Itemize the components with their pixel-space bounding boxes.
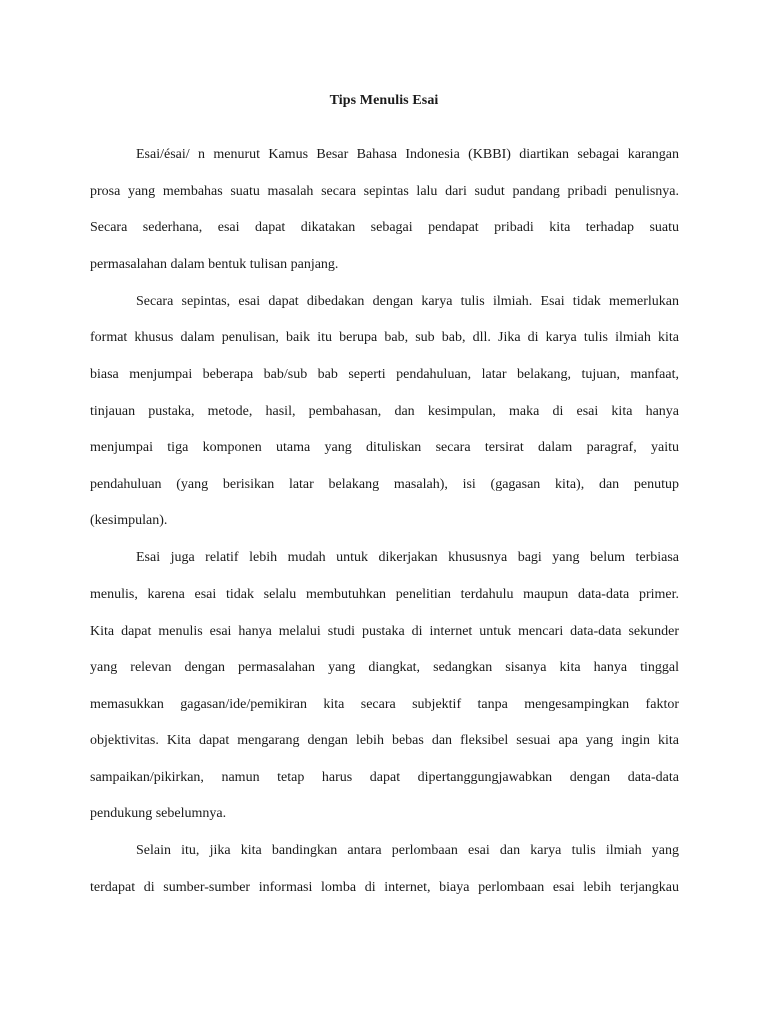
text-line: Secara sederhana, esai dapat dikatakan sebagai pendapat pribadi kita terhadap suatu <box>90 220 679 236</box>
text-line: terdapat di sumber-sumber informasi lomba di internet, biaya perlombaan esai lebih terjangkau <box>90 880 679 896</box>
text-line: permasalahan dalam bentuk tulisan panjang. <box>90 256 339 272</box>
text-line: yang relevan dengan permasalahan yang diangkat, sedangkan sisanya kita hanya tinggal <box>90 660 679 676</box>
document-title: Tips Menulis Esai <box>329 93 439 108</box>
text-line: Kita dapat menulis esai hanya melalui studi pustaka di internet untuk mencari data-data sekunder <box>90 623 679 639</box>
text-line: Selain itu, jika kita bandingkan antara perlombaan esai dan karya tulis ilmiah yang <box>136 843 679 859</box>
text-line: Secara sepintas, esai dapat dibedakan dengan karya tulis ilmiah. Esai tidak memerlukan <box>136 293 679 309</box>
text-line: (kesimpulan). <box>90 513 168 529</box>
paragraph <box>90 137 679 283</box>
text-line: biasa menjumpai beberapa bab/sub bab seperti pendahuluan, latar belakang, tujuan, manfaat, <box>90 366 679 382</box>
text-line: sampaikan/pikirkan, namun tetap harus dapat dipertanggungjawabkan dengan data-data <box>90 769 679 785</box>
text-line: Esai/ésai/ n menurut Kamus Besar Bahasa Indonesia (KBBI) diartikan sebagai karangan <box>136 147 679 162</box>
text-line: format khusus dalam penulisan, baik itu berupa bab, sub bab, dll. Jika di karya tulis ilmiah kita <box>90 330 679 346</box>
text-line: menjumpai tiga komponen utama yang dituliskan secara tersirat dalam paragraf, yaitu <box>90 440 679 456</box>
document-body <box>90 137 679 907</box>
text-line: objektivitas. Kita dapat mengarang dengan lebih bebas dan fleksibel sesuai apa yang ingin kita <box>90 733 679 749</box>
text-line: tinjauan pustaka, metode, hasil, pembahasan, dan kesimpulan, maka di esai kita hanya <box>90 403 679 419</box>
paragraph <box>90 540 679 833</box>
text-line: menulis, karena esai tidak selalu membutuhkan penelitian terdahulu maupun data-data primer. <box>90 586 679 602</box>
text-line: prosa yang membahas suatu masalah secara sepintas lalu dari sudut pandang pribadi penulisnya. <box>90 183 679 199</box>
text-line: pendahuluan (yang berisikan latar belakang masalah), isi (gagasan kita), dan penutup <box>90 476 679 492</box>
paragraph <box>90 833 679 906</box>
text-line: memasukkan gagasan/ide/pemikiran kita secara subjektif tanpa mengesampingkan faktor <box>90 696 679 712</box>
paragraph <box>90 284 679 540</box>
text-line: pendukung sebelumnya. <box>90 806 227 822</box>
text-line: Esai juga relatif lebih mudah untuk dikerjakan khususnya bagi yang belum terbiasa <box>136 550 679 566</box>
